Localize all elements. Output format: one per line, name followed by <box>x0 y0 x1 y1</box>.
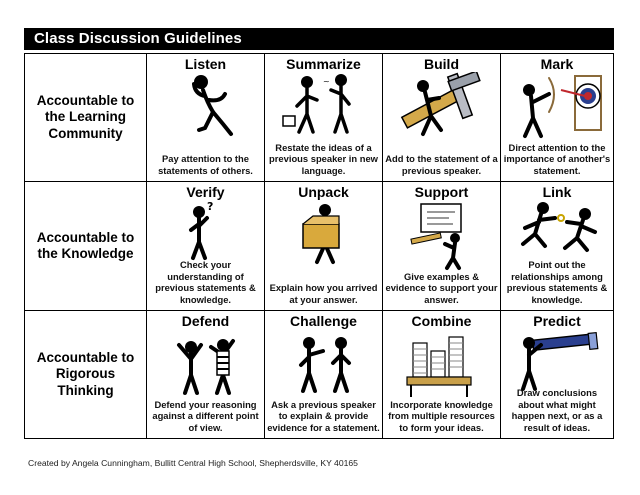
cell-build <box>383 54 501 182</box>
desc-summarize: Restate the ideas of a previous speaker in new language. <box>269 141 378 176</box>
term-summarize: Summarize <box>286 56 361 72</box>
cell-predict <box>501 311 613 438</box>
desc-listen: Pay attention to the statements of others. <box>158 153 253 176</box>
term-link: Link <box>542 184 572 200</box>
term-mark: Mark <box>540 56 574 72</box>
term-support: Support <box>414 184 469 200</box>
cell-mark <box>501 54 613 182</box>
cell-challenge <box>265 311 383 438</box>
cell-listen <box>147 54 265 182</box>
cell-link <box>501 182 613 311</box>
row-heading-learning-community: Accountable to the Learning Community <box>25 54 147 182</box>
archer-target-icon <box>515 72 605 144</box>
desc-mark: Direct attention to the importance of another's statement. <box>503 141 611 176</box>
term-listen: Listen <box>184 56 227 72</box>
cell-summarize <box>265 54 383 182</box>
term-verify: Verify <box>186 184 225 200</box>
desc-unpack: Explain how you arrived at your answer. <box>269 282 378 305</box>
box-carrier-icon <box>279 200 369 272</box>
term-challenge: Challenge <box>290 313 357 329</box>
desc-support: Give examples & evidence to support your answer. <box>385 270 498 305</box>
desc-challenge: Ask a previous speaker to explain & provide evidence for a statement. <box>267 398 380 433</box>
listener-figure-icon <box>161 72 251 144</box>
term-build: Build <box>424 56 459 72</box>
cell-support <box>383 182 501 311</box>
arguing-figures-icon <box>161 329 251 401</box>
guidelines-table <box>24 53 614 439</box>
row-heading-knowledge: Accountable to the Knowledge <box>25 182 147 311</box>
page-title: Class Discussion Guidelines <box>24 28 614 50</box>
hammer-figure-icon <box>397 72 487 144</box>
term-combine: Combine <box>411 313 472 329</box>
cell-verify <box>147 182 265 311</box>
cell-defend <box>147 311 265 438</box>
presenter-board-icon <box>397 200 487 272</box>
term-predict: Predict <box>533 313 581 329</box>
paper-stacks-icon <box>397 329 487 401</box>
desc-build: Add to the statement of a previous speaker. <box>385 153 498 176</box>
row-heading-rigorous-thinking: Accountable to Rigorous Thinking <box>25 311 147 438</box>
desc-combine: Incorporate knowledge from multiple resources to form your ideas. <box>388 398 495 433</box>
cell-unpack <box>265 182 383 311</box>
desc-predict: Draw conclusions about what might happen next, or as a result of ideas. <box>511 387 603 433</box>
term-defend: Defend <box>181 313 230 329</box>
desc-link: Point out the relationships among previous statements & knowledge. <box>506 259 608 305</box>
footer-credit: Created by Angela Cunningham, Bullitt Central High School, Shepherdsville, KY 40165 <box>28 458 358 468</box>
svg-text:?: ? <box>207 200 214 213</box>
desc-verify: Check your understanding of previous statements & knowledge. <box>155 259 256 305</box>
pointing-figures-icon <box>279 329 369 401</box>
cell-combine <box>383 311 501 438</box>
term-unpack: Unpack <box>298 184 349 200</box>
desc-defend: Defend your reasoning against a different point of view. <box>152 398 259 433</box>
two-speakers-icon <box>279 72 369 144</box>
svg-text:~: ~ <box>323 77 330 86</box>
